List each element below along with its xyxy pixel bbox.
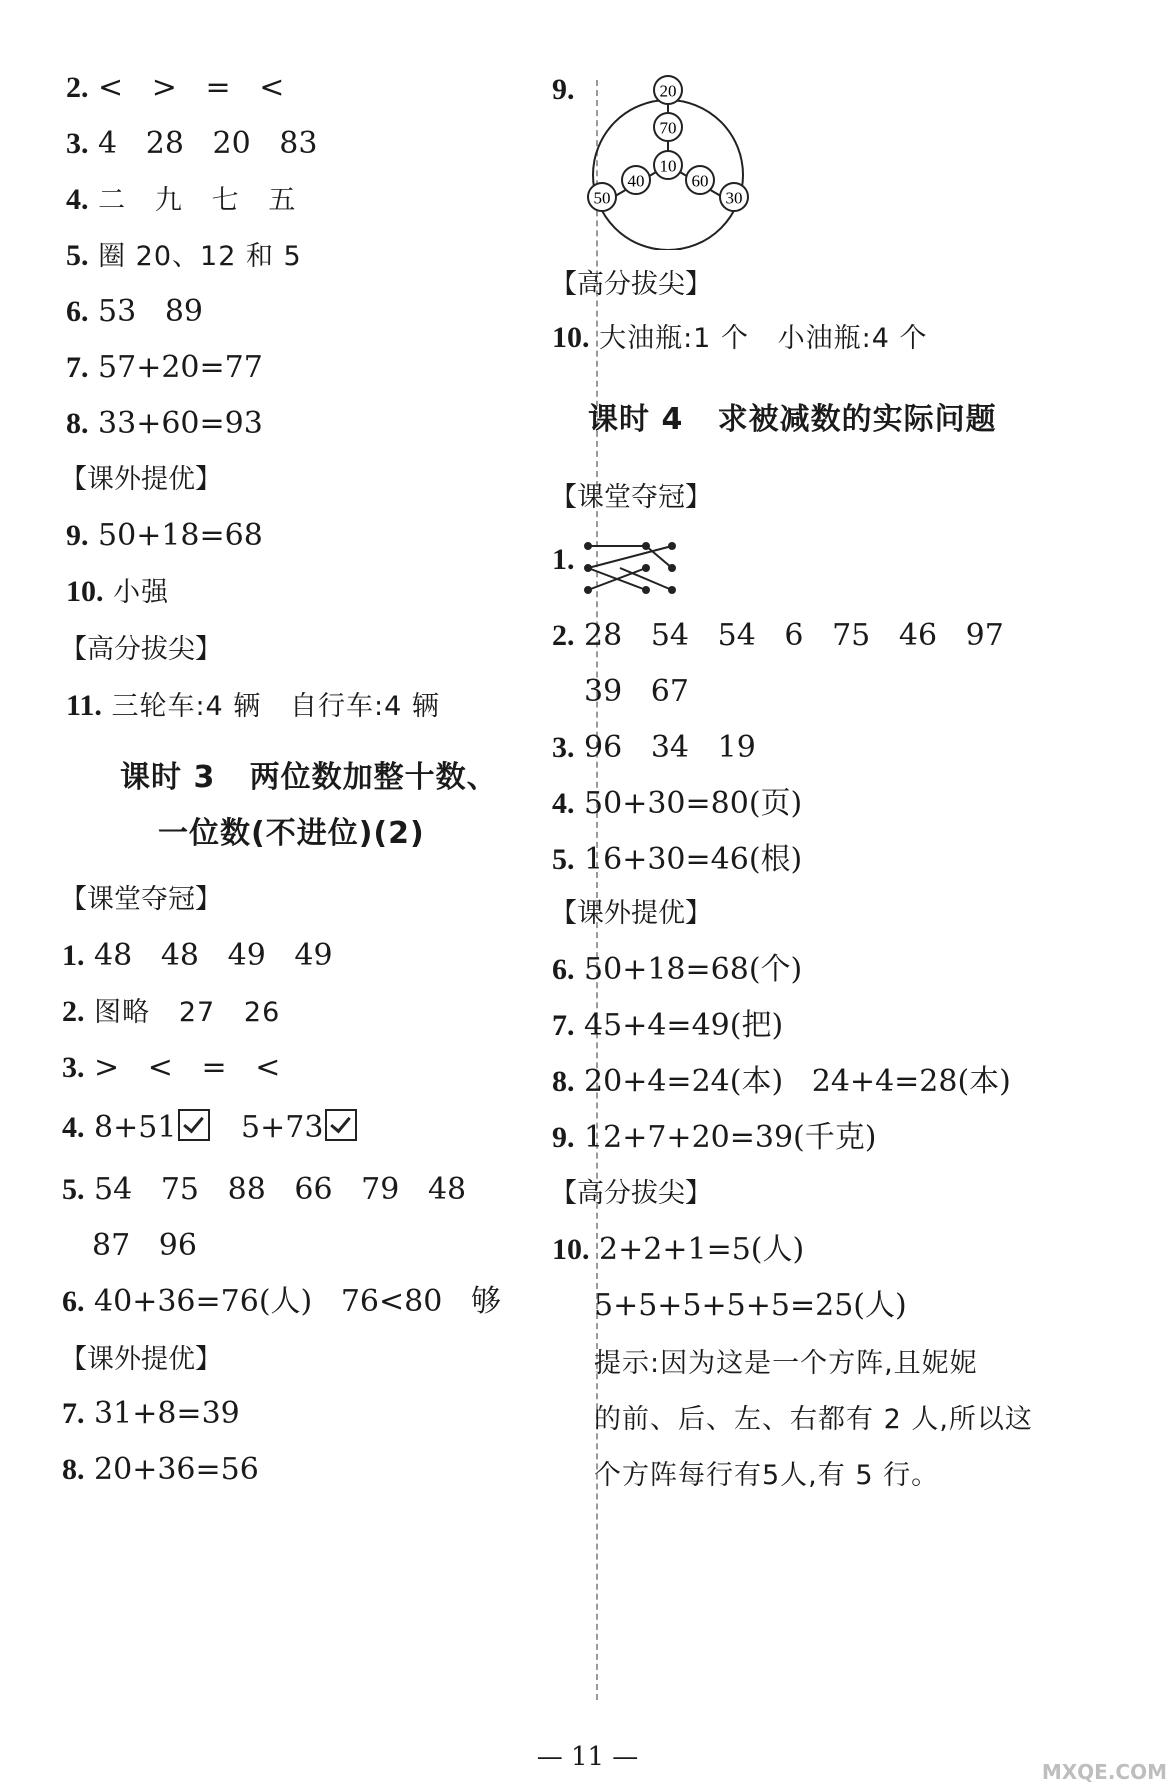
matching-lines-diagram [580, 538, 700, 598]
answer-11: 11. 三轮车:4 辆 自行车:4 辆 [66, 689, 440, 722]
number-circle-diagram [578, 70, 758, 250]
section-class-1: 【课堂夺冠】 [60, 884, 222, 915]
answer-r4-3: 3. 96 34 19 [552, 730, 756, 765]
answer-4: 4. 二 九 七 五 [66, 183, 297, 216]
answer-l3-6: 6. 40+36=76(人) 76<80 够 [62, 1284, 501, 1319]
answer-r4-8: 8. 20+4=24(本) 24+4=28(本) [552, 1064, 1011, 1099]
answer-9: 9. 50+18=68 [66, 518, 263, 553]
answer-r4-10: 10. 2+2+1=5(人) [552, 1232, 805, 1267]
hint-line2: 的前、后、左、右都有 2 人,所以这 [594, 1404, 1033, 1435]
answer-r4-4: 4. 50+30=80(页) [552, 786, 803, 821]
section-top-1: 【高分拔尖】 [60, 634, 222, 665]
answer-l3-5-cont: 87 96 [92, 1228, 197, 1263]
section-class-r: 【课堂夺冠】 [550, 482, 712, 513]
circle-node-4: 60 [691, 171, 709, 191]
answer-l3-7: 7. 31+8=39 [62, 1396, 240, 1431]
answer-r4-10-line2: 5+5+5+5+5=25(人) [594, 1288, 907, 1323]
checkbox-checked-icon [325, 1109, 357, 1141]
answer-r4-2-cont: 39 67 [584, 674, 689, 709]
answer-r4-2: 2. 28 54 54 6 75 46 97 [552, 618, 1004, 653]
answer-10: 10. 小强 [66, 575, 170, 608]
answer-l3-2: 2. 图略 27 26 [62, 995, 281, 1028]
circle-node-1: 70 [659, 118, 677, 138]
page-number: — 11 — [536, 1742, 639, 1772]
section-top-r1: 【高分拔尖】 [550, 269, 712, 300]
section-extra-2: 【课外提优】 [60, 1344, 222, 1375]
hint-line3: 个方阵每行有5人,有 5 行。 [594, 1460, 940, 1491]
answer-r4-9: 9. 12+7+20=39(千克) [552, 1120, 877, 1155]
checkbox-checked-icon [178, 1109, 210, 1141]
circle-node-6: 30 [725, 188, 743, 208]
section-top-r2: 【高分拔尖】 [550, 1178, 712, 1209]
answer-r-9: 9. [552, 73, 575, 106]
watermark-logo: MXQE.COM [1041, 1760, 1167, 1784]
lesson-4-title: 课时 4 求被减数的实际问题 [588, 402, 997, 437]
answer-l3-3: 3. > < = < [62, 1050, 281, 1085]
answer-3: 3. 4 28 20 83 [66, 126, 318, 161]
answer-6: 6. 53 89 [66, 294, 203, 329]
answer-l3-1: 1. 48 48 49 49 [62, 938, 333, 973]
circle-node-0: 20 [659, 81, 677, 101]
section-extra-r: 【课外提优】 [550, 898, 712, 929]
answer-l3-4: 4. 8+51 5+73 [62, 1108, 359, 1148]
answer-l3-5: 5. 54 75 88 66 79 48 [62, 1172, 467, 1207]
answer-r4-1: 1. [552, 543, 575, 576]
lesson-3-title-line1: 课时 3 两位数加整十数、 [120, 760, 498, 795]
answer-l3-8: 8. 20+36=56 [62, 1452, 259, 1487]
answer-7: 7. 57+20=77 [66, 350, 263, 385]
hint-line1: 提示:因为这是一个方阵,且妮妮 [594, 1348, 978, 1379]
answer-r-10: 10. 大油瓶:1 个 小油瓶:4 个 [552, 321, 928, 354]
circle-node-3: 40 [627, 171, 645, 191]
answer-r4-6: 6. 50+18=68(个) [552, 952, 803, 987]
answer-2: 2. < > = < [66, 70, 285, 105]
answer-5: 5. 圈 20、12 和 5 [66, 239, 302, 272]
section-extra-1: 【课外提优】 [60, 464, 222, 495]
circle-node-5: 50 [593, 188, 611, 208]
answer-r4-7: 7. 45+4=49(把) [552, 1008, 784, 1043]
circle-node-2: 10 [659, 156, 677, 176]
answer-r4-5: 5. 16+30=46(根) [552, 842, 803, 877]
answer-8: 8. 33+60=93 [66, 406, 263, 441]
lesson-3-title-line2: 一位数(不进位)(2) [158, 816, 425, 851]
